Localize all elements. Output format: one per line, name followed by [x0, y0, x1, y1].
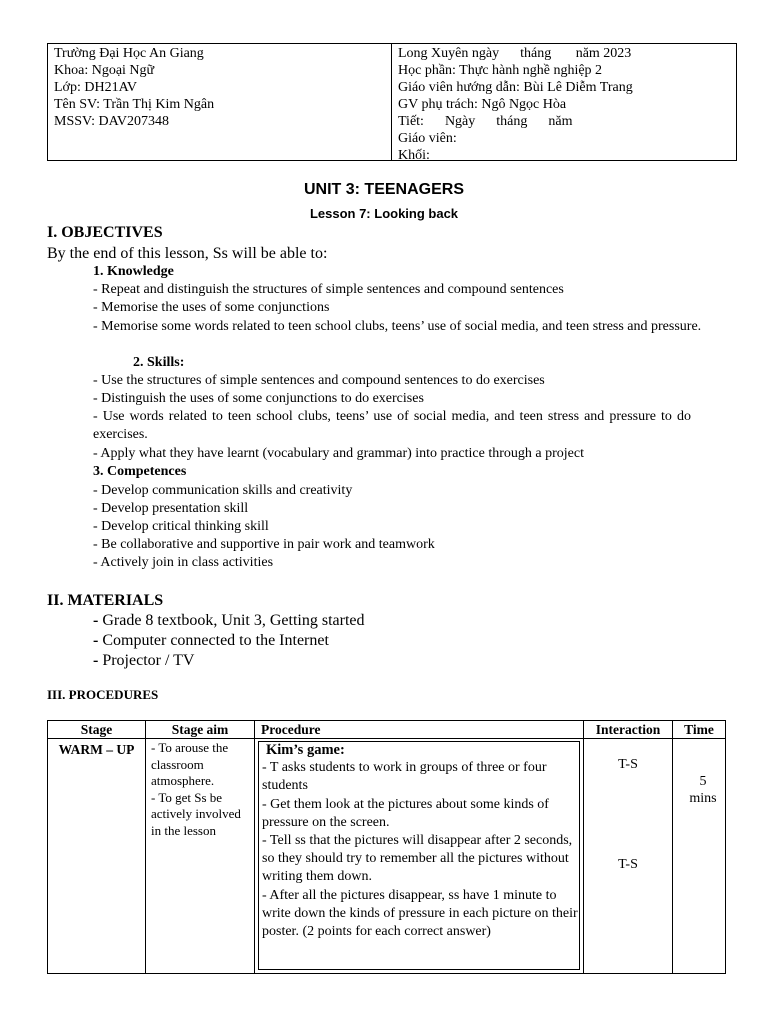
material-item: - Grade 8 textbook, Unit 3, Getting started — [93, 612, 365, 629]
procedure-step: - Get them look at the pictures about some kinds of pressure on the screen. — [262, 796, 549, 830]
material-item: - Projector / TV — [93, 652, 195, 669]
header-period: Tiết: Ngày tháng năm — [398, 114, 573, 129]
header-course: Học phần: Thực hành nghề nghiệp 2 — [398, 63, 603, 78]
procedure-title: Kim’s game: — [266, 742, 345, 758]
knowledge-item: - Repeat and distinguish the structures of simple sentences and compound sentences — [93, 282, 564, 297]
col-header-time: Time — [684, 722, 714, 737]
skills-heading: 2. Skills: — [133, 355, 185, 370]
skills-item: - Apply what they have learnt (vocabulary and grammar) into practice through a project — [93, 446, 584, 461]
col-header-stage: Stage — [80, 722, 113, 737]
skills-item: - Use words related to teen school clubs, teens’ use of social media, and teen stress and pressure to do exercises. — [93, 409, 691, 443]
header-student-name: Tên SV: Trần Thị Kim Ngân — [54, 97, 215, 112]
col-header-interaction: Interaction — [595, 722, 661, 737]
skills-item: - Use the structures of simple sentences and compound sentences to do exercises — [93, 373, 545, 388]
stage-cell: WARM – UP — [58, 742, 135, 757]
procedures-table — [47, 720, 726, 974]
header-student-id: MSSV: DAV207348 — [54, 114, 170, 129]
header-left-cell — [48, 44, 392, 160]
header-teacher: Giáo viên: — [398, 131, 457, 146]
unit-title: UNIT 3: TEENAGERS — [303, 181, 464, 198]
header-date: Long Xuyên ngày tháng năm 2023 — [398, 46, 632, 61]
material-item: - Computer connected to the Internet — [93, 632, 329, 649]
procedure-step: - T asks students to work in groups of three or four students — [262, 760, 547, 794]
knowledge-item: - Memorise the uses of some conjunctions — [93, 300, 330, 315]
procedures-heading: III. PROCEDURES — [47, 687, 159, 702]
competence-item: - Develop critical thinking skill — [93, 519, 269, 534]
competence-item: - Develop presentation skill — [93, 501, 249, 516]
procedure-step: - Tell ss that the pictures will disappear after 2 seconds, so they should try to remember all the pictures without writing them down. — [262, 833, 573, 885]
competence-item: - Actively join in class activities — [93, 555, 274, 570]
competence-item: - Develop communication skills and creativity — [93, 483, 353, 498]
procedure-cell — [262, 741, 578, 941]
header-school: Trường Đại Học An Giang — [54, 46, 204, 61]
header-faculty: Khoa: Ngoại Ngữ — [54, 63, 155, 78]
skills-item: - Distinguish the uses of some conjunctions to do exercises — [93, 391, 424, 406]
header-class: Lớp: DH21AV — [54, 80, 137, 95]
procedure-step: - After all the pictures disappear, ss have 1 minute to write down the kinds of pressure in each picture on their poster. (2 points for each correct answer) — [262, 887, 578, 940]
competence-item: - Be collaborative and supportive in pair work and teamwork — [93, 537, 435, 552]
time-cell: 5 mins — [689, 774, 717, 806]
header-right-cell — [392, 44, 736, 163]
interaction-cell: T-S — [618, 857, 638, 872]
knowledge-item: - Memorise some words related to teen school clubs, teens’ use of social media, and teen stress and pressure. — [93, 319, 702, 334]
knowledge-heading: 1. Knowledge — [93, 264, 174, 279]
header-grade: Khối: — [398, 148, 430, 163]
header-supervisor: GV phụ trách: Ngô Ngọc Hòa — [398, 97, 567, 112]
col-header-procedure: Procedure — [261, 722, 321, 737]
header-instructor: Giáo viên hướng dẫn: Bùi Lê Diễm Trang — [398, 80, 633, 95]
lesson-title: Lesson 7: Looking back — [309, 206, 459, 221]
stage-aim-cell: - To arouse the classroom atmosphere. - To get Ss be actively involved in the lesson — [151, 740, 241, 838]
objectives-intro: By the end of this lesson, Ss will be able to: — [47, 245, 328, 262]
header-table — [47, 43, 737, 161]
objectives-heading: I. OBJECTIVES — [47, 224, 163, 241]
col-header-stage-aim: Stage aim — [171, 722, 229, 737]
interaction-cell: T-S — [618, 757, 638, 772]
materials-heading: II. MATERIALS — [47, 592, 164, 609]
competences-heading: 3. Competences — [93, 464, 187, 479]
